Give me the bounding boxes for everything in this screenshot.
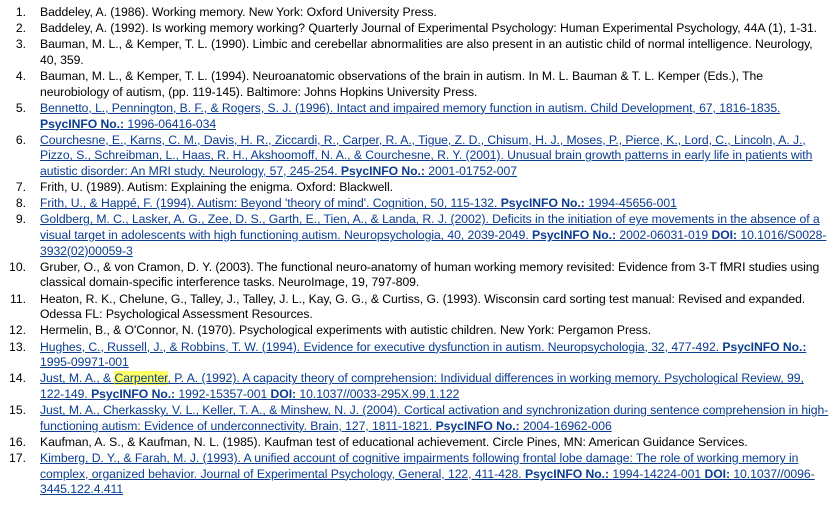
reference-link[interactable] bbox=[40, 371, 830, 402]
reference-item bbox=[0, 371, 830, 402]
reference-number: 6. bbox=[15, 132, 26, 147]
reference-number: 15. bbox=[9, 403, 26, 418]
reference-number: 16. bbox=[9, 434, 26, 449]
psycinfo-label: PsycINFO No.: bbox=[500, 196, 585, 211]
reference-text: Gruber, O., & von Cramon, D. Y. (2003). The functional neuro-anatomy of human working memory revisited: Evidence from 3-T fMRI studies using classical domain-specific interference tasks. NeuroImage, 19, 797-809. bbox=[40, 259, 820, 290]
doi-number: 10.1016/S0028-3932(02)00059-3 bbox=[40, 228, 827, 258]
reference-item bbox=[0, 435, 830, 451]
reference-text: Baddeley, A. (1992). Is working memory working? Quarterly Journal of Experimental Psychology: Human Experimental Psychology, 44A (1), 1-31. bbox=[40, 21, 818, 36]
doi-number: 10.1037//0033-295X.99.1.122 bbox=[299, 386, 460, 401]
psycinfo-label: PsycINFO No.: bbox=[91, 386, 176, 401]
reference-item bbox=[0, 37, 830, 68]
reference-number: 2. bbox=[15, 21, 26, 36]
reference-number: 13. bbox=[9, 339, 26, 354]
reference-number: 12. bbox=[9, 323, 26, 338]
doi-label: DOI: bbox=[270, 386, 297, 401]
reference-number: 10. bbox=[9, 259, 26, 274]
doi-label: DOI: bbox=[711, 228, 738, 243]
reference-item bbox=[0, 69, 830, 100]
citation-text: Just, M. A., Cherkassky, V. L., Keller, T. A., & Minshew, N. J. (2004). Cortical activation and synchronization during sentence comprehension in high-functioning autism: Evidence of underconnectivity. Brain, 127, 1811-1821. bbox=[40, 403, 829, 433]
psycinfo-number: 1994-45656-001 bbox=[588, 196, 677, 211]
reference-number: 4. bbox=[15, 69, 26, 84]
reference-item bbox=[0, 212, 830, 259]
reference-item bbox=[0, 260, 830, 291]
reference-list bbox=[0, 5, 830, 499]
reference-link[interactable] bbox=[40, 101, 830, 132]
reference-text: Bauman, M. L., & Kemper, T. L. (1990). Limbic and cerebellar abnormalities are also present in an autistic child of normal intelligence. Neurology, 40, 359. bbox=[40, 37, 813, 67]
citation-text: Kimberg, D. Y., & Farah, M. J. (1993). A unified account of cognitive impairments following frontal lobe damage: The role of working memory in complex, organized behavior. Journal of Experimental Psychology, General, 122, 411-428. bbox=[40, 451, 799, 481]
citation-text: , P. A. (1992). A capacity theory of comprehension: Individual differences in working memory. Psychological Review, 99, 122-149. bbox=[40, 371, 804, 401]
reference-item bbox=[0, 292, 830, 323]
reference-link[interactable] bbox=[40, 212, 830, 259]
psycinfo-number: 2001-01752-007 bbox=[428, 163, 517, 178]
reference-text: Hermelin, B., & O'Connor, N. (1970). Psychological experiments with autistic children. New York: Pergamon Press. bbox=[40, 323, 652, 338]
psycinfo-number: 1995-09971-001 bbox=[40, 355, 129, 370]
reference-link[interactable] bbox=[40, 196, 830, 212]
reference-number: 14. bbox=[9, 371, 26, 386]
reference-link[interactable] bbox=[40, 451, 830, 498]
reference-text: Heaton, R. K., Chelune, G., Talley, J., Talley, J. L., Kay, G. G., & Curtiss, G. (1993). Wisconsin card sorting test manual: Revised and expanded. Odessa FL: Psychological Assessment Resources. bbox=[40, 291, 806, 322]
search-highlight: Carpenter bbox=[114, 371, 168, 386]
psycinfo-number: 1992-15357-001 bbox=[178, 386, 268, 401]
citation-text-prefix: Just, M. A., & bbox=[40, 371, 115, 386]
reference-number: 8. bbox=[15, 196, 26, 211]
reference-number: 7. bbox=[15, 180, 26, 195]
reference-number: 1. bbox=[15, 5, 26, 19]
psycinfo-label: PsycINFO No.: bbox=[532, 228, 617, 243]
reference-number: 3. bbox=[15, 37, 26, 52]
reference-number: 11. bbox=[9, 291, 26, 306]
reference-text: Kaufman, A. S., & Kaufman, N. L. (1985). Kaufman test of educational achievement. Circle Pines, MN: American Guidance Services. bbox=[40, 434, 748, 449]
reference-text: Baddeley, A. (1986). Working memory. New York: Oxford University Press. bbox=[40, 5, 437, 19]
reference-item bbox=[0, 451, 830, 498]
reference-text: Frith, U. (1989). Autism: Explaining the enigma. Oxford: Blackwell. bbox=[40, 180, 393, 195]
reference-item bbox=[0, 340, 830, 371]
reference-number: 5. bbox=[15, 100, 26, 115]
citation-text: Hughes, C., Russell, J., & Robbins, T. W. (1994). Evidence for executive dysfunction in autism. Neuropsychologia, 32, 477-492. bbox=[40, 339, 720, 354]
psycinfo-label: PsycINFO No.: bbox=[722, 339, 807, 354]
reference-link[interactable] bbox=[40, 340, 830, 371]
psycinfo-label: PsycINFO No.: bbox=[40, 116, 125, 131]
doi-number: 10.1037//0096-3445.122.4.411 bbox=[40, 466, 815, 497]
psycinfo-label: PsycINFO No.: bbox=[524, 466, 609, 481]
psycinfo-label: PsycINFO No.: bbox=[340, 163, 425, 178]
citation-text: Goldberg, M. C., Lasker, A. G., Zee, D. S., Garth, E., Tien, A., & Landa, R. J. (2002). Deficits in the initiation of eye movements in the absence of a visual target in adolescents with high functioning autism. Neuropsychologia, 40, 2039-2049. bbox=[40, 212, 820, 243]
psycinfo-label: PsycINFO No.: bbox=[435, 418, 520, 433]
reference-link[interactable] bbox=[40, 133, 830, 180]
psycinfo-number: 2002-06031-019 bbox=[619, 228, 709, 243]
reference-number: 17. bbox=[9, 451, 26, 466]
reference-item bbox=[0, 21, 830, 37]
psycinfo-number: 1994-14224-001 bbox=[612, 466, 702, 481]
psycinfo-number: 1996-06416-034 bbox=[127, 116, 217, 131]
reference-number: 9. bbox=[15, 212, 26, 227]
citation-text: Courchesne, E., Karns, C. M., Davis, H. R., Ziccardi, R., Carper, R. A., Tigue, Z. D., Chisum, H. J., Moses, P., Pierce, K., Lord, C., Lincoln, A. J., Pizzo, S., Schreibman, L., Haas, R. H., Akshoomoff, N. A., & Courchesne, R. Y. (2001). Unusual brain growth patterns in early life in patients with autistic disorder: An MRI study. Neurology, 57, 245-254. bbox=[40, 132, 813, 178]
reference-item bbox=[0, 403, 830, 434]
reference-item bbox=[0, 323, 830, 339]
citation-text: Bennetto, L., Pennington, B. F., & Rogers, S. J. (1996). Intact and impaired memory function in autism. Child Development, 67, 1816-1835. bbox=[40, 100, 781, 115]
reference-item bbox=[0, 180, 830, 196]
reference-item bbox=[0, 101, 830, 132]
psycinfo-number: 2004-16962-006 bbox=[522, 418, 612, 433]
reference-item bbox=[0, 5, 830, 21]
reference-item bbox=[0, 133, 830, 180]
reference-item bbox=[0, 196, 830, 212]
reference-link[interactable] bbox=[40, 403, 830, 434]
citation-text: Frith, U., & Happé, F. (1994). Autism: Beyond 'theory of mind'. Cognition, 50, 115-132. bbox=[40, 196, 498, 211]
doi-label: DOI: bbox=[704, 466, 730, 481]
reference-text: Bauman, M. L., & Kemper, T. L. (1994). Neuroanatomic observations of the brain in autism. In M. L. Bauman & T. L. Kemper (Eds.), The neurobiology of autism, (pp. 119-145). Baltimore: Johns Hopkins University Press. bbox=[40, 69, 763, 99]
